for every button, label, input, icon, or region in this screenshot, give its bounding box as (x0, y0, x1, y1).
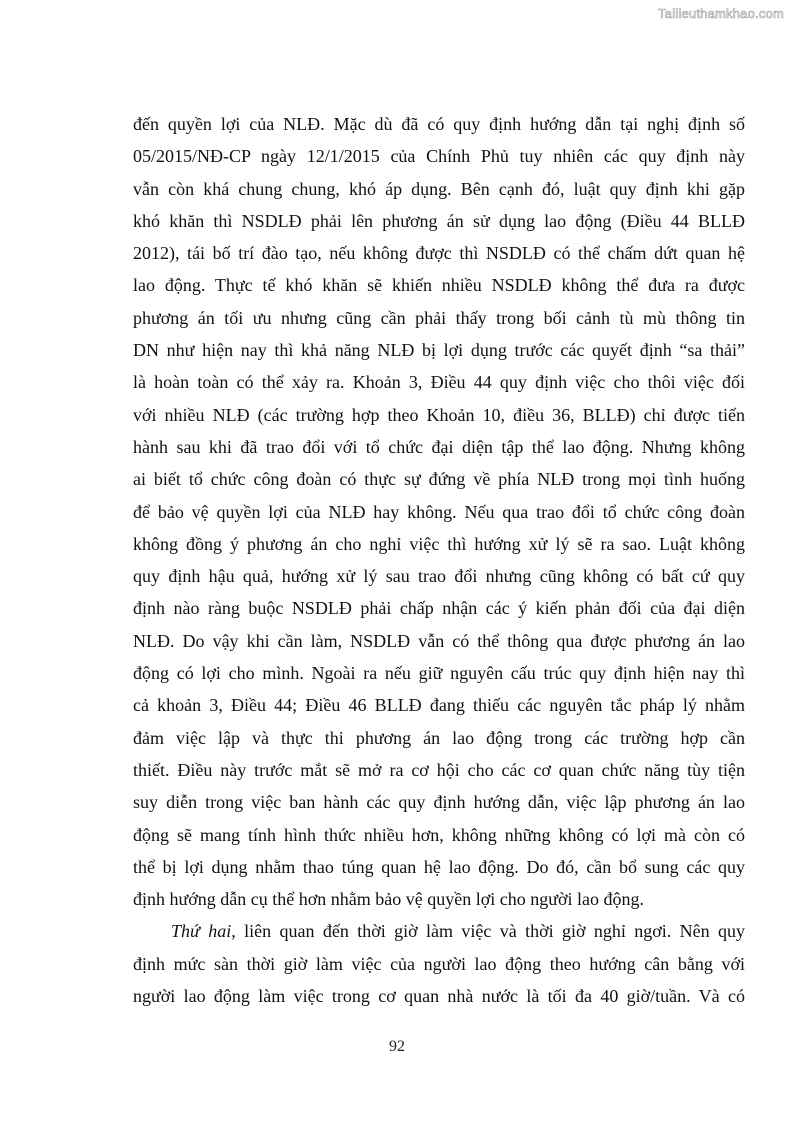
page-body (133, 108, 745, 1012)
text-line: vẫn còn khá chung chung, khó áp dụng. Bên cạnh đó, luật quy định khi gặp (133, 178, 745, 199)
text-line: đảm việc lập và thực thi phương án lao động trong các trường hợp cần (133, 727, 745, 748)
text-line: cả khoản 3, Điều 44; Điều 46 BLLĐ đang thiếu các nguyên tắc pháp lý nhằm (133, 695, 745, 716)
text-line (133, 915, 745, 947)
lead-rest: , liên quan đến thời giờ làm việc và thời giờ nghỉ ngơi. Nên quy (231, 921, 745, 942)
text-line: với nhiều NLĐ (các trường hợp theo Khoản 10, điều 36, BLLĐ) chỉ được tiến (133, 404, 745, 425)
text-line: quy định hậu quả, hướng xử lý sau trao đổi nhưng cũng không có bất cứ quy (133, 566, 745, 587)
text-line: thể bị lợi dụng nhằm thao túng quan hệ lao động. Do đó, cần bổ sung các quy (133, 856, 745, 877)
page-number: 92 (389, 1038, 405, 1055)
text-line: động sẽ mang tính hình thức nhiều hơn, không những không có lợi mà còn có (133, 824, 745, 845)
watermark: Tailieuthamkhao.com (658, 6, 784, 21)
text-line: lao động. Thực tế khó khăn sẽ khiến nhiều NSDLĐ không thể đưa ra được (133, 275, 745, 296)
paragraph-2 (133, 915, 745, 1012)
text-line: NLĐ. Do vậy khi cần làm, NSDLĐ vẫn có thể thông qua được phương án lao (133, 630, 745, 651)
text-line: 2012), tái bố trí đào tạo, nếu không được thì NSDLĐ có thể chấm dứt quan hệ (133, 243, 745, 264)
text-line: ai biết tổ chức công đoàn có thực sự đứng về phía NLĐ trong mọi tình huống (133, 469, 745, 490)
text-line: 05/2015/NĐ-CP ngày 12/1/2015 của Chính Phủ tuy nhiên các quy định này (133, 146, 745, 167)
text-line: hành sau khi đã trao đổi với tổ chức đại diện tập thể lao động. Nhưng không (133, 436, 745, 457)
text-line: định mức sàn thời giờ làm việc của người lao động theo hướng cân bằng với (133, 953, 745, 974)
text-line: động có lợi cho mình. Ngoài ra nếu giữ nguyên cấu trúc quy định hiện nay thì (133, 663, 745, 684)
paragraph-1 (133, 108, 745, 915)
text-line: đến quyền lợi của NLĐ. Mặc dù đã có quy định hướng dẫn tại nghị định số (133, 114, 745, 134)
text-line: không đồng ý phương án cho nghỉ việc thì hướng xử lý sẽ ra sao. Luật không (133, 533, 745, 554)
text-line: DN như hiện nay thì khả năng NLĐ bị lợi dụng trước các quyết định “sa thải” (133, 340, 745, 361)
italic-lead: Thứ hai (171, 921, 232, 942)
text-line: định hướng dẫn cụ thể hơn nhằm bảo vệ quyền lợi cho người lao động. (133, 889, 644, 910)
text-line: là hoàn toàn có thể xảy ra. Khoản 3, Điều 44 quy định việc cho thôi việc đối (133, 372, 745, 393)
text-line: để bảo vệ quyền lợi của NLĐ hay không. Nếu qua trao đổi tổ chức công đoàn (133, 501, 745, 522)
text-line: định nào ràng buộc NSDLĐ phải chấp nhận các ý kiến phản đối của đại diện (133, 598, 745, 619)
text-line: suy diễn trong việc ban hành các quy định hướng dẫn, việc lập phương án lao (133, 792, 745, 813)
text-line: người lao động làm việc trong cơ quan nhà nước là tối đa 40 giờ/tuần. Và có (133, 986, 745, 1007)
text-line: khó khăn thì NSDLĐ phải lên phương án sử dụng lao động (Điều 44 BLLĐ (133, 210, 745, 231)
text-line: phương án tối ưu nhưng cũng cần phải thấy trong bối cảnh tù mù thông tin (133, 307, 745, 328)
text-line: thiết. Điều này trước mắt sẽ mở ra cơ hội cho các cơ quan chức năng tùy tiện (133, 759, 745, 780)
